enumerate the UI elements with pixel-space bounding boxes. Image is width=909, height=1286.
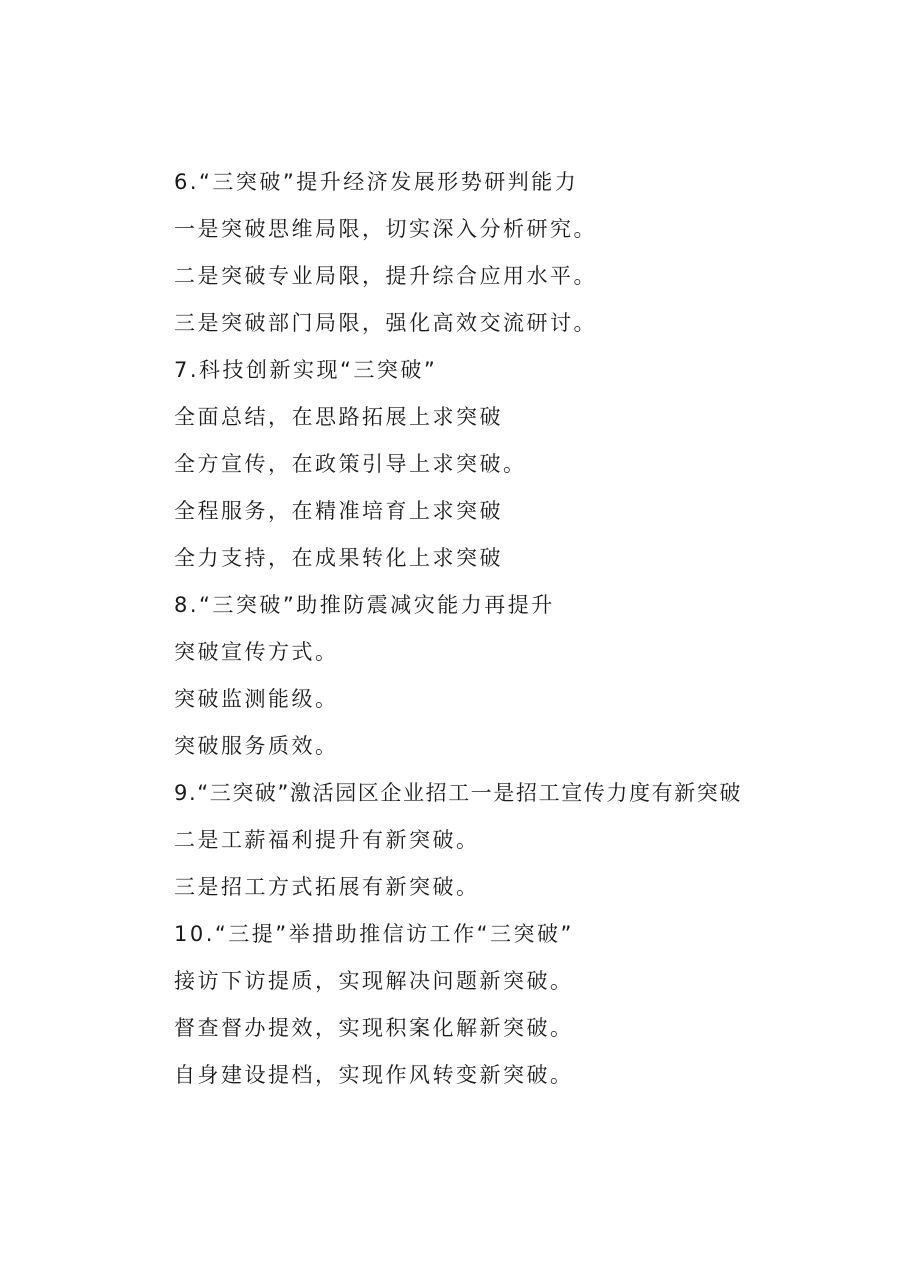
text-line: 一是突破思维局限，切实深入分析研究。 xyxy=(174,217,597,241)
text-line: 二是突破专业局限，提升综合应用水平。 xyxy=(174,264,597,288)
text-line: 自身建设提档，实现作风转变新突破。 xyxy=(174,1063,574,1087)
text-line: 全力支持，在成果转化上求突破 xyxy=(174,546,503,570)
text-line: 接访下访提质，实现解决问题新突破。 xyxy=(174,969,574,993)
section-heading-9: 9.“三突破”激活园区企业招工一是招工宣传力度有新突破 xyxy=(174,781,742,805)
text-line: 全面总结，在思路拓展上求突破 xyxy=(174,405,503,429)
text-line: 突破监测能级。 xyxy=(174,687,339,711)
section-heading-7: 7.科技创新实现“三突破” xyxy=(174,358,438,382)
text-line: 突破宣传方式。 xyxy=(174,640,339,664)
text-line: 三是突破部门局限，强化高效交流研讨。 xyxy=(174,311,597,335)
text-line: 全方宣传，在政策引导上求突破。 xyxy=(174,452,527,476)
section-heading-8: 8.“三突破”助推防震减灾能力再提升 xyxy=(174,593,555,617)
text-line: 督查督办提效，实现积案化解新突破。 xyxy=(174,1016,574,1040)
text-line: 二是工薪福利提升有新突破。 xyxy=(174,828,480,852)
document-body xyxy=(174,164,874,1104)
text-line: 突破服务质效。 xyxy=(174,734,339,758)
text-line: 全程服务，在精准培育上求突破 xyxy=(174,499,503,523)
section-heading-10: 10.“三提”举措助推信访工作“三突破” xyxy=(174,922,574,946)
text-line: 三是招工方式拓展有新突破。 xyxy=(174,875,480,899)
section-heading-6: 6.“三突破”提升经济发展形势研判能力 xyxy=(174,170,579,194)
